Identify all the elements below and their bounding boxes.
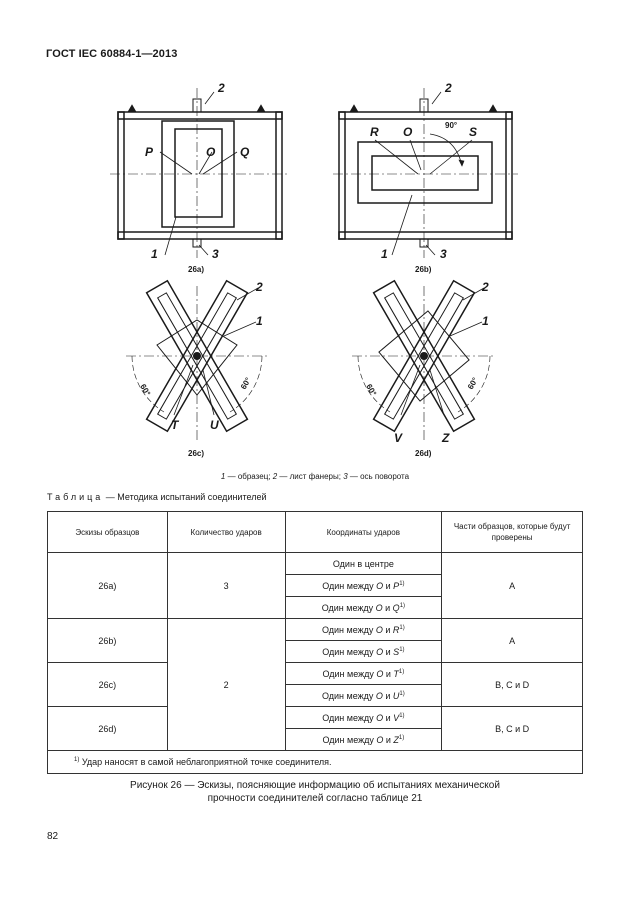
cell-part: B, C и D — [442, 663, 583, 707]
sketch-26c — [126, 280, 268, 458]
label-Q: Q — [240, 145, 250, 159]
cell-count: 3 — [167, 553, 285, 619]
cell-coord: Один между O и $Q^{1)}$ — [285, 597, 442, 619]
caption-26a: 26a) — [188, 265, 205, 274]
table-row — [48, 553, 583, 575]
cell-coord: Один между O и $S^{1)}$ — [285, 641, 442, 663]
angle-left: 60° — [364, 382, 379, 398]
table-footnote-row — [48, 751, 583, 774]
cell-part: A — [442, 553, 583, 619]
cell-coord: Один между O и $Z^{1)}$ — [285, 729, 442, 751]
sketch-26b — [333, 81, 518, 274]
label-2: 2 — [482, 280, 489, 294]
label-Z: Z — [442, 431, 450, 445]
label-1: 1 — [151, 247, 158, 261]
angle-right: 60° — [238, 376, 253, 391]
table-row — [48, 663, 583, 685]
label-1: 1 — [381, 247, 388, 261]
caption-26c: 26c) — [188, 449, 205, 458]
table-footnote: $^{1)}$ Удар наносят в самой неблагоприятной точке соединителя. — [48, 751, 583, 774]
cell-count: 2 — [167, 619, 285, 751]
label-T: T — [171, 418, 179, 432]
cell-coord: Один между O и $U^{1)}$ — [285, 685, 442, 707]
table-row — [48, 707, 583, 729]
caption-26b: 26b) — [415, 265, 432, 274]
label-2: 2 — [445, 81, 452, 95]
angle-left: 60° — [138, 382, 153, 398]
cell-coord: Один между O и $P^{1)}$ — [285, 575, 442, 597]
sketch-26a — [110, 81, 287, 274]
figure-legend: 1 — образец; 2 — лист фанеры; 3 — ось поворота — [220, 472, 410, 481]
label-1: 1 — [482, 314, 489, 328]
label-O: O — [206, 145, 216, 159]
angle-right: 60° — [465, 376, 480, 391]
cell-part: A — [442, 619, 583, 663]
label-V: V — [394, 431, 403, 445]
figure-caption: Рисунок 26 — Эскизы, поясняющие информацию об испытаниях механической прочности соединителей согласно таблице 21 — [130, 780, 500, 804]
header-parts: Части образцов, которые будут проверены — [442, 512, 583, 553]
angle-90: 90° — [445, 121, 458, 130]
label-3: 3 — [212, 247, 219, 261]
document-header: ГОСТ IEC 60884-1—2013 — [46, 48, 178, 60]
cell-sketch: 26d) — [48, 707, 168, 751]
label-R: R — [370, 125, 379, 139]
cell-sketch: 26c) — [48, 663, 168, 707]
header-coords: Координаты ударов — [285, 512, 442, 553]
table-header-row — [48, 512, 583, 553]
cell-coord: Один между O и $T^{1)}$ — [285, 663, 442, 685]
cell-coord: Один в центре — [285, 553, 442, 575]
cell-coord: Один между O и $R^{1)}$ — [285, 619, 442, 641]
label-1: 1 — [256, 314, 263, 328]
label-3: 3 — [440, 247, 447, 261]
label-P: P — [145, 145, 154, 159]
cell-sketch: 26b) — [48, 619, 168, 663]
label-S: S — [469, 125, 478, 139]
cell-coord: Один между O и $V^{1)}$ — [285, 707, 442, 729]
header-count: Количество ударов — [167, 512, 285, 553]
table-row — [48, 619, 583, 641]
test-method-table — [47, 511, 583, 774]
cell-sketch: 26a) — [48, 553, 168, 619]
label-U: U — [210, 418, 219, 432]
label-2: 2 — [256, 280, 263, 294]
label-O: O — [403, 125, 413, 139]
caption-26d: 26d) — [415, 449, 432, 458]
sketch-26d — [352, 280, 496, 458]
table-caption: Таблица — Методика испытаний соединителей — [47, 492, 267, 502]
label-2: 2 — [218, 81, 225, 95]
header-sketches: Эскизы образцов — [48, 512, 168, 553]
page-number: 82 — [47, 831, 59, 842]
cell-part: B, C и D — [442, 707, 583, 751]
